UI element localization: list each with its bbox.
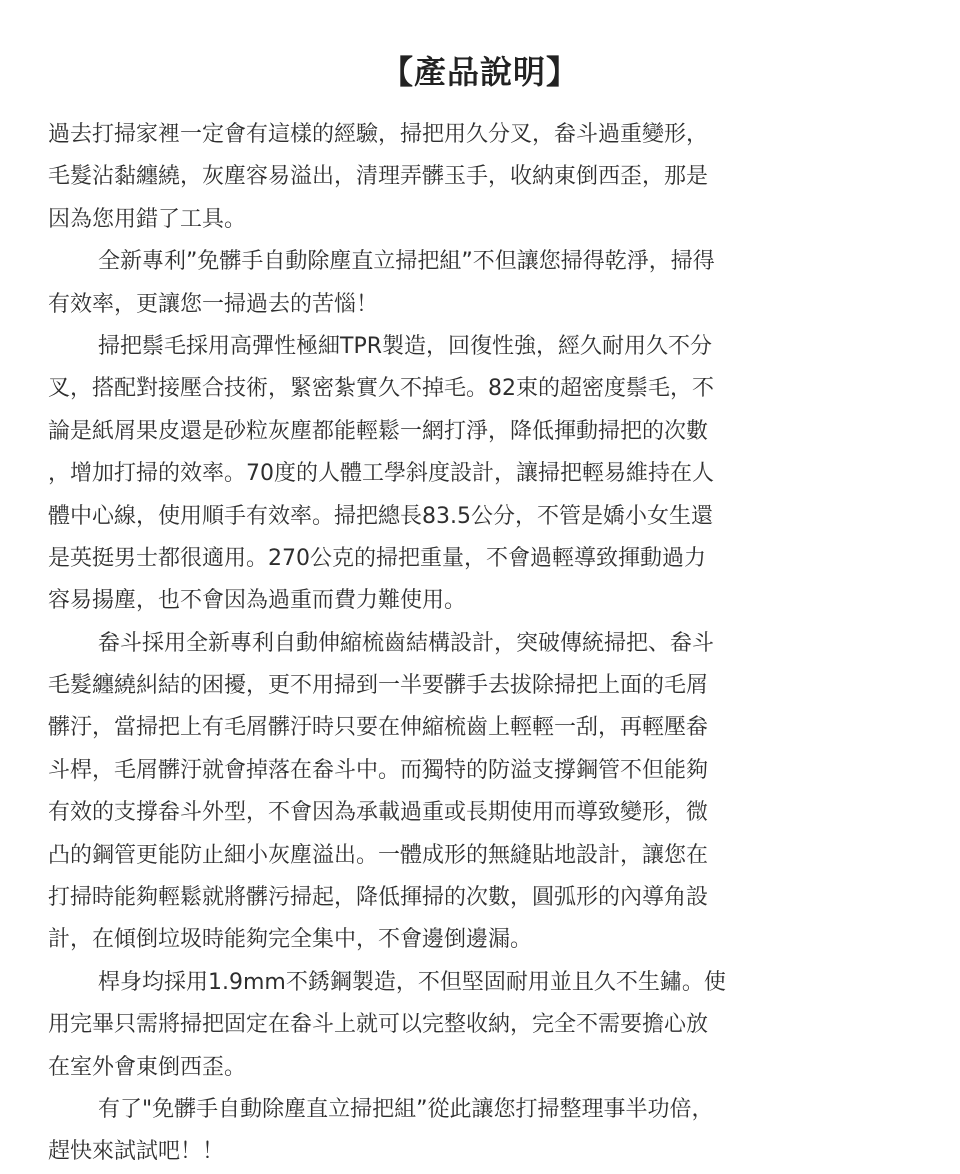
text-line: 容易揚塵，也不會因為過重而費力難使用。: [48, 588, 467, 614]
text-line: 毛髮纏繞糾結的困擾，更不用掃到一半要髒手去拔除掃把上面的毛屑: [48, 673, 709, 699]
text-line: 論是紙屑果皮還是砂粒灰塵都能輕鬆一網打淨，降低揮動掃把的次數: [48, 418, 709, 444]
text-line: 用完畢只需將掃把固定在畚斗上就可以完整收納，完全不需要擔心放: [48, 1012, 709, 1038]
text-line: 是英挺男士都很適用。270公克的掃把重量，不會過輕導致揮動過力: [48, 545, 706, 571]
text-line: 計，在傾倒垃圾時能夠完全集中，不會邊倒邊漏。: [48, 927, 533, 953]
text-line: 在室外會東倒西歪。: [48, 1054, 247, 1080]
text-line: 過去打掃家裡一定會有這樣的經驗，掃把用久分叉，畚斗過重變形，: [48, 122, 709, 147]
text-line: 打掃時能夠輕鬆就將髒污掃起，降低揮掃的次數，圓弧形的內導角設: [48, 885, 709, 911]
text-line: 斗桿，毛屑髒汙就會掉落在畚斗中。而獨特的防溢支撐鋼管不但能夠: [48, 757, 709, 783]
text-line: 畚斗採用全新專利自動伸縮梳齒結構設計，突破傳統掃把、畚斗: [98, 630, 715, 656]
text-line: 有效的支撐畚斗外型，不會因為承載過重或長期使用而導致變形，微: [48, 800, 709, 826]
text-line: 髒汙，當掃把上有毛屑髒汙時只要在伸縮梳齒上輕輕一刮，再輕壓畚: [48, 715, 709, 741]
text-line: 掃把鬃毛採用高彈性極細TPR製造，回復性強，經久耐用久不分: [98, 333, 712, 359]
text-line: 毛髮沾黏纏繞，灰塵容易溢出，清理弄髒玉手，收納東倒西歪，那是: [48, 164, 709, 190]
text-line: 叉，搭配對接壓合技術，緊密紮實久不掉毛。82束的超密度鬃毛，不: [48, 376, 714, 402]
text-line: 趕快來試試吧！！: [48, 1139, 225, 1165]
text-line: 因為您用錯了工具。: [48, 206, 247, 232]
text-line: 凸的鋼管更能防止細小灰塵溢出。一體成形的無縫貼地設計，讓您在: [48, 842, 709, 868]
text-line: 有效率，更讓您一掃過去的苦惱！: [48, 291, 379, 317]
page-title: 【產品說明】: [380, 53, 579, 91]
text-line: 桿身均採用1.9mm不銹鋼製造，不但堅固耐用並且久不生鏽。使: [98, 969, 726, 995]
text-line: 全新專利”免髒手自動除塵直立掃把組”不但讓您掃得乾淨，掃得: [98, 249, 715, 275]
description-body: [48, 114, 818, 1174]
text-line: 體中心線，使用順手有效率。掃把總長83.5公分，不管是嬌小女生還: [48, 503, 713, 529]
text-line: 有了"免髒手自動除塵直立掃把組”從此讓您打掃整理事半功倍，: [98, 1096, 714, 1122]
text-line: ，增加打掃的效率。70度的人體工學斜度設計，讓掃把輕易維持在人: [48, 461, 714, 487]
